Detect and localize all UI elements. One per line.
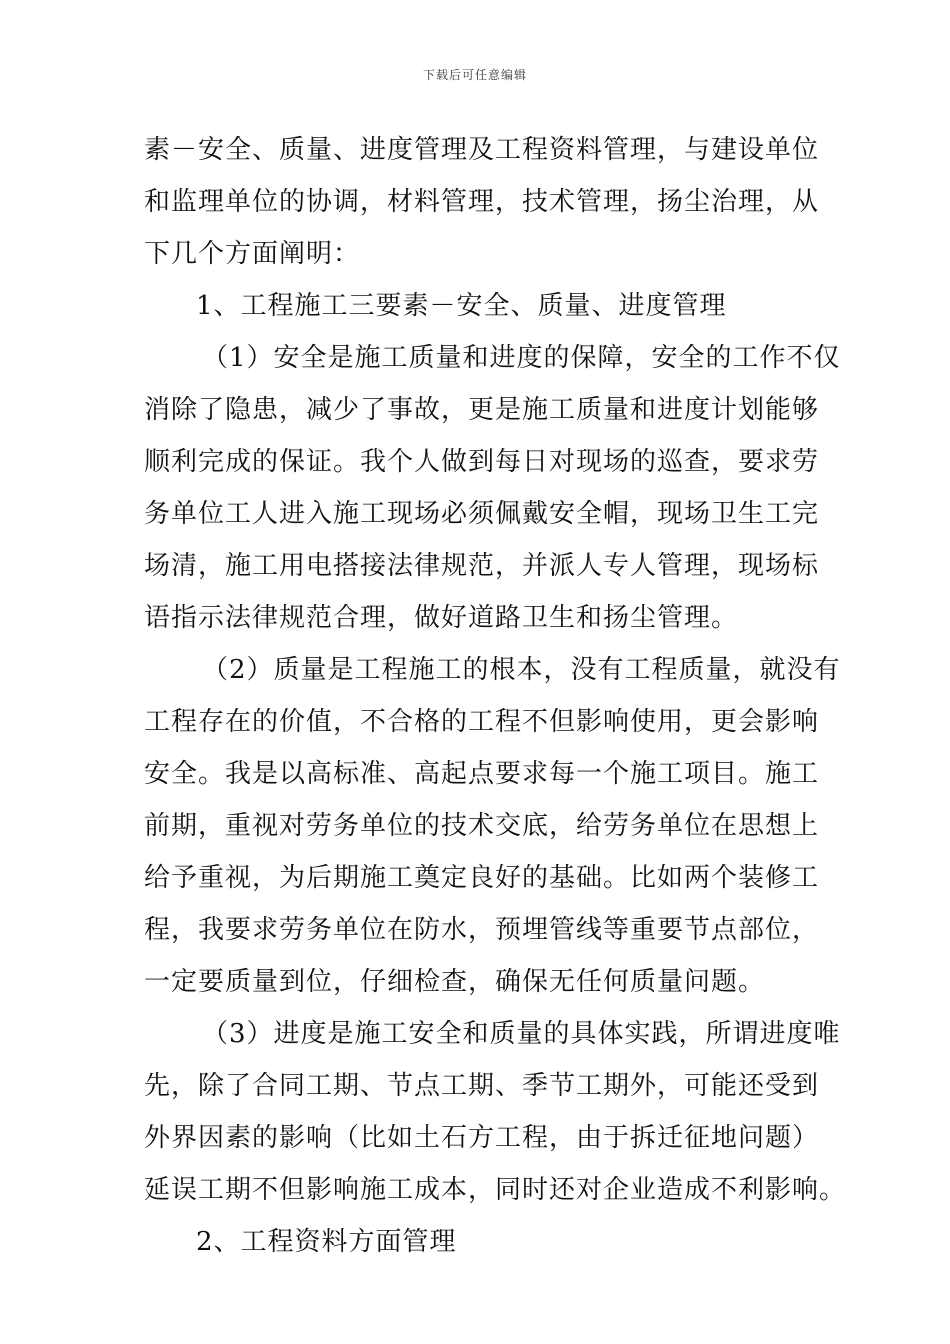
text-line: 务单位工人进入施工现场必须佩戴安全帽，现场卫生工完: [144, 499, 820, 529]
text-line: 一定要质量到位，仔细检查，确保无任何质量问题。: [144, 967, 766, 997]
text-line: 顺利完成的保证。我个人做到每日对现场的巡查，要求劳: [144, 447, 820, 477]
text-line: 给予重视，为后期施工奠定良好的基础。比如两个装修工: [144, 863, 820, 893]
text-line: 先，除了合同工期、节点工期、季节工期外，可能还受到: [144, 1071, 820, 1101]
paragraph-start: （1）安全是施工质量和进度的保障，安全的工作不仅: [202, 343, 841, 373]
page-header: 下载后可任意编辑: [422, 68, 527, 82]
document-body: [144, 124, 847, 1268]
text-line: 和监理单位的协调，材料管理，技术管理，扬尘治理，从: [144, 187, 820, 217]
section-heading: 1、工程施工三要素－安全、质量、进度管理: [196, 291, 727, 321]
text-line: 程，我要求劳务单位在防水，预埋管线等重要节点部位，: [144, 915, 820, 945]
text-line: 语指示法律规范合理，做好道路卫生和扬尘管理。: [144, 603, 739, 633]
paragraph-start: （2）质量是工程施工的根本，没有工程质量，就没有: [202, 655, 841, 685]
text-line: 延误工期不但影响施工成本，同时还对企业造成不利影响。: [144, 1175, 847, 1205]
text-line: 下几个方面阐明：: [144, 239, 361, 269]
section-heading: 2、工程资料方面管理: [196, 1227, 457, 1257]
text-line: 素－安全、质量、进度管理及工程资料管理，与建设单位: [144, 135, 820, 165]
text-line: 工程存在的价值，不合格的工程不但影响使用，更会影响: [144, 707, 820, 737]
text-line: 场清，施工用电搭接法律规范，并派人专人管理，现场标: [144, 551, 820, 581]
text-line: 消除了隐患，减少了事故，更是施工质量和进度计划能够: [144, 395, 820, 425]
paragraph-start: （3）进度是施工安全和质量的具体实践，所谓进度唯: [202, 1019, 841, 1049]
text-line: 前期，重视对劳务单位的技术交底，给劳务单位在思想上: [144, 811, 820, 841]
text-line: 安全。我是以高标准、高起点要求每一个施工项目。施工: [144, 759, 820, 789]
text-line: 外界因素的影响（比如土石方工程，由于拆迁征地问题）: [144, 1123, 820, 1153]
